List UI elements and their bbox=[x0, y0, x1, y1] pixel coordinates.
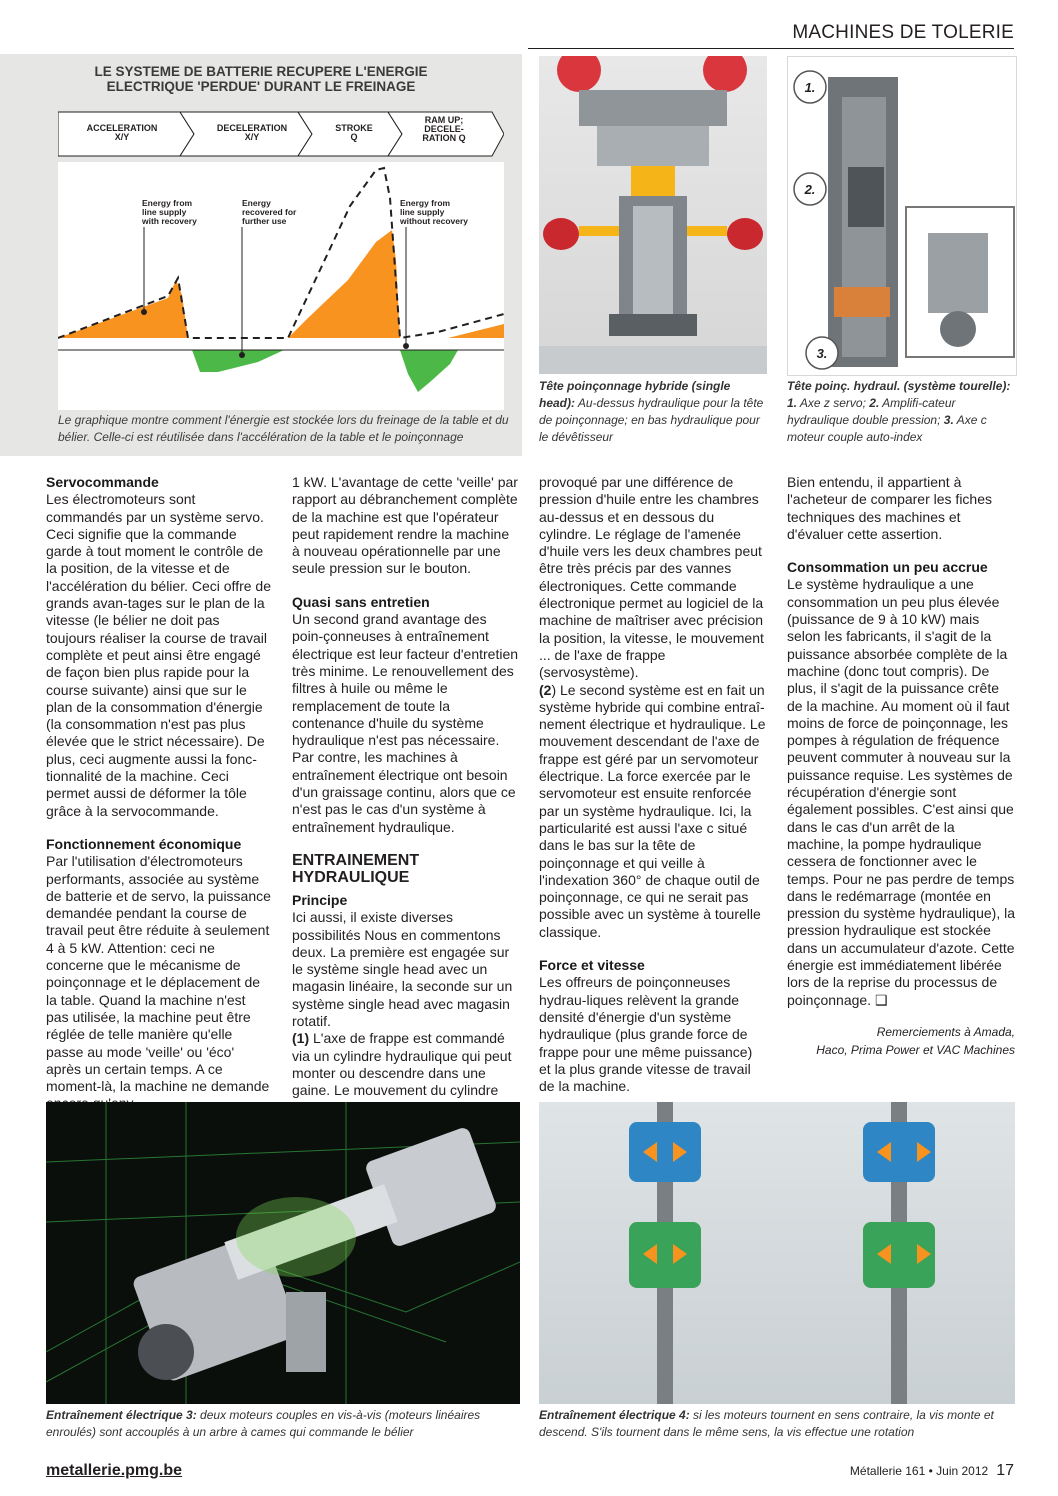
heading-servocommande: Servocommande bbox=[46, 474, 159, 490]
chart-caption: Le graphique montre comment l'énergie est stockée lors du freinage de la table et du bélier. Celle-ci est réutilisée dans l'accélération de la table et le poinçonnage bbox=[58, 413, 509, 444]
system-2-number: (2 bbox=[539, 681, 552, 698]
acknowledgements-line-2: Haco, Prima Power et VAC Machines bbox=[816, 1042, 1015, 1057]
section-title: MACHINES DE TOLERIE bbox=[792, 22, 1014, 43]
marker-3: 3. bbox=[816, 346, 828, 361]
article-column-2 bbox=[292, 474, 520, 1117]
turret-head-photo bbox=[787, 56, 1017, 376]
electric-drive-3-caption-text: deux moteurs couples en vis-à-vis (moteurs linéaires enroulés) sont accouplés à un arbre à cames qui commande le bélier bbox=[46, 1408, 481, 1439]
annot-3c: without recovery bbox=[400, 216, 469, 226]
heading-fonctionnement: Fonctionnement économique bbox=[46, 835, 242, 852]
system-2-text: ) Le second système est en fait un système hybride qui combine entraî-nement électrique et hydraulique. Le mouvement descendant de l'axe de frappe est géré par un servomoteur électrique. La force exercée par le servomoteur est ensuite renforcée par un système hydraulique. Ici, la particularité est aussi l'axe c situé dans le bas sur la tête de poinçonnage et qui veille à l'indexation 360° de chaque outil de poinçonnage, ce qui ne serait pas possible avec un système à tourelle classique. bbox=[539, 681, 766, 940]
paragraph-entretien: Un second grand avantage des poin-çonneuses à entraînement électrique est leur facteur d'entretien très minime. Le renouvellement des filtres à huile ou même le remplacement de toute la contenance d'huile du système hydraulique n'est pas nécessaire. Par contre, les machines à entraînement électrique ont besoin d'un graissage continu, alors que ce n'est pas le cas d'un système à entraînement hydraulique. bbox=[292, 611, 519, 835]
heading-entretien: Quasi sans entretien bbox=[292, 593, 430, 610]
paragraph-systeme-2 bbox=[539, 682, 767, 941]
phase-label-3b: Q bbox=[350, 132, 358, 142]
hybrid-head-photo bbox=[539, 56, 767, 374]
article-column-4 bbox=[787, 474, 1015, 1059]
electric-drive-4-caption-title: Entraînement électrique 4: bbox=[539, 1408, 690, 1422]
system-1-text: L'axe de frappe est commandé via un cylindre hydraulique qui peut monter ou descendre dans une gaine. Le mouvement du cylindre bbox=[292, 1030, 512, 1099]
annot-3b: line supply bbox=[400, 207, 445, 217]
heading-principe: Principe bbox=[292, 891, 348, 908]
hybrid-head-illustration bbox=[539, 56, 767, 374]
turret-head-illustration bbox=[788, 57, 1016, 375]
electric-drive-4-caption-text: si les moteurs tournent en sens contraire, la vis monte et descend. S'ils tournent dans le même sens, la vis effectue une rotation bbox=[539, 1408, 994, 1439]
hybrid-head-caption-title: Tête poinçonnage hybride (single head): bbox=[539, 379, 731, 410]
footer-issue-text: Métallerie 161 • Juin 2012 bbox=[849, 1464, 989, 1478]
screw-right bbox=[863, 1102, 935, 1404]
phase-label-2a: DECELERATION bbox=[216, 123, 288, 133]
article-column-1 bbox=[46, 474, 272, 1113]
page-number: 17 bbox=[996, 1462, 1014, 1479]
acknowledgements bbox=[787, 1023, 1015, 1059]
phase-label-1b: X/Y bbox=[114, 132, 130, 142]
electric-drive-3-caption-title: Entraînement électrique 3: bbox=[46, 1408, 197, 1422]
turret-caption-b2: 2. bbox=[869, 396, 880, 410]
electric-drive-4-photo bbox=[539, 1102, 1015, 1404]
turret-head-caption bbox=[787, 378, 1017, 446]
heading-entrainement-hydraulique: ENTRAINEMENT HYDRAULIQUE bbox=[292, 851, 420, 886]
turret-caption-t1: Axe z servo; bbox=[797, 396, 870, 410]
turret-caption-t3: Axe c moteur couple auto-index bbox=[787, 413, 987, 444]
marker-2: 2. bbox=[804, 182, 816, 197]
screw-left bbox=[629, 1102, 701, 1404]
phase-label-2b: X/Y bbox=[244, 132, 260, 142]
hybrid-head-caption bbox=[539, 378, 769, 446]
phase-label-1a: ACCELERATION bbox=[86, 123, 158, 133]
electric-drive-3-photo bbox=[46, 1102, 520, 1404]
phase-label-4c: RATION Q bbox=[422, 133, 466, 143]
turret-caption-title: Tête poinç. hydraul. (système tourelle): 1. bbox=[787, 379, 1011, 410]
heading-consommation: Consommation un peu accrue bbox=[787, 559, 988, 576]
marker-1: 1. bbox=[804, 80, 816, 95]
footer-website-link[interactable]: metallerie.pmg.be bbox=[46, 1462, 183, 1479]
footer-issue bbox=[850, 1462, 1014, 1480]
chart-title: LE SYSTEME DE BATTERIE RECUPERE L'ENERGIE ELECTRIQUE 'PERDUE' DURANT LE FREINAGE bbox=[94, 64, 428, 94]
annot-1c: with recovery bbox=[142, 216, 197, 226]
annot-1a: Energy from bbox=[142, 198, 193, 208]
annot-3a: Energy from bbox=[400, 198, 451, 208]
paragraph-fonctionnement: Par l'utilisation d'électromoteurs performants, associée au système de batterie et de servo, la puissance demandée pendant la course de travail peut être réduite à seulement 4 à 5 kW. Attention: ceci ne concerne que le mécanisme de poinçonnage et le déplacement de la table. Quand la machine n'est pas utilisée, la machine peut être réglée de telle manière qu'elle passe au mode 'veille' ou 'éco' après un certain temps. A ce moment-là, la machine ne demande bbox=[46, 853, 271, 1095]
hybrid-head-caption-text: Au-dessus hydraulique pour la tête de poinçonnage; en bas hydraulique pour le dévêtisseur bbox=[539, 396, 764, 444]
paragraph-servocommande: Les électromoteurs sont commandés par un système servo. Ceci signifie que la commande garde à tout moment le contrôle de la position, de la vitesse et de l'accélération du bélier. Ceci offre de grands avan-tages sur le plan de la vitesse (le bélier ne doit pas toujours réaliser la course de travail complète et peut ainsi être engagé de façon bien plus rapide pour la course suivante) ainsi que sur le plan de la consommation d'énergie (la consommation n'est pas plus élevée que le strict nécessaire). De plus, ceci augmente aussi la fonc-tionnalité de la machine. Ceci permet aussi de déformer la tôle grâce à la servocommande. bbox=[46, 491, 271, 819]
paragraph-force-vitesse: Les offreurs de poinçonneuses hydrau-liques relèvent la grande densité d'énergie d'un système hydraulique (plus grande force de frappe pour une même puissance) et la plus grande vitesse de travail de la machine. bbox=[539, 974, 753, 1095]
electric-drive-3-illustration bbox=[46, 1102, 520, 1404]
phase-bar bbox=[58, 112, 504, 156]
section-rule bbox=[528, 48, 1014, 49]
annot-2a: Energy bbox=[242, 198, 271, 208]
system-1-number: (1) bbox=[292, 1030, 310, 1047]
paragraph-consommation: Le système hydraulique a une consommation un peu plus élevée (puissance de 9 à 10 kW) mais selon les fabricants, il s'agit de la puissance absorbée complète de la machine (donc tout compris). De plus, il s'agit de la puissance crête de la machine. Au moment où il faut moins de force de poinçonnage, les pompes à régulation de fréquence peuvent commuter à nouveau sur la puissance requise. Les systèmes de récupération d'énergie sont également possibles. C'est ainsi que dans le cas d'un arrêt de la machine, la pompe hydraulique cessera de fonctionner avec le temps. Pour ne pas perdre de temps dans le redémarrage (montée en pression du système hydraulique), la pression hydraulique est stockée dans un accumulateur d'azote. Cette énergie est immédiatement libérée lors de la reprise du processus de poinçonnage. ❑ bbox=[787, 576, 1016, 1008]
turret-caption-b3: 3. bbox=[943, 413, 954, 427]
phase-label-3a: STROKE bbox=[335, 123, 373, 133]
annot-2c: further use bbox=[242, 216, 287, 226]
phase-label-4a: RAM UP; bbox=[424, 115, 464, 125]
electric-drive-3-caption bbox=[46, 1407, 520, 1441]
paragraph-fiches: Bien entendu, il appartient à l'acheteur de comparer les fiches techniques des machines et d'évaluer cette assertion. bbox=[787, 474, 992, 542]
article-column-3 bbox=[539, 474, 767, 1095]
paragraph-cylindre: provoqué par une différence de pression d'huile entre les chambres au-dessus et en dessous du cylindre. Le réglage de l'amenée d'huile vers les deux chambres peut être très précis par des vannes électroniques. Cette commande électronique permet au logiciel de la machine de maîtriser avec précision la position, la vitesse, le mouvement ... de l'axe de frappe (servosystème). bbox=[539, 474, 764, 681]
paragraph-principe: Ici aussi, il existe diverses possibilités Nous en commentons deux. La première est engagée sur le système single head avec un magasin linéaire, la seconde sur un système single head avec magasin rotatif. bbox=[292, 909, 513, 1030]
electric-drive-4-caption bbox=[539, 1407, 1015, 1441]
turret-caption-t2: Amplifi-cateur hydraulique double pression; bbox=[787, 396, 956, 427]
energy-chart bbox=[58, 110, 504, 410]
phase-label-4b: DECELE- bbox=[424, 124, 464, 134]
annot-2b: recovered for bbox=[242, 207, 297, 217]
heading-force-vitesse: Force et vitesse bbox=[539, 957, 645, 974]
paragraph-veille: 1 kW. L'avantage de cette 'veille' par rapport au débranchement complète de la machine est que l'opérateur peut rapidement rendre la machine à nouveau opérationnelle par une seule pression sur le bouton. bbox=[292, 474, 518, 577]
annot-1b: line supply bbox=[142, 207, 187, 217]
acknowledgements-line-1: Remerciements à Amada, bbox=[876, 1024, 1015, 1039]
electric-drive-4-illustration bbox=[539, 1102, 1015, 1404]
